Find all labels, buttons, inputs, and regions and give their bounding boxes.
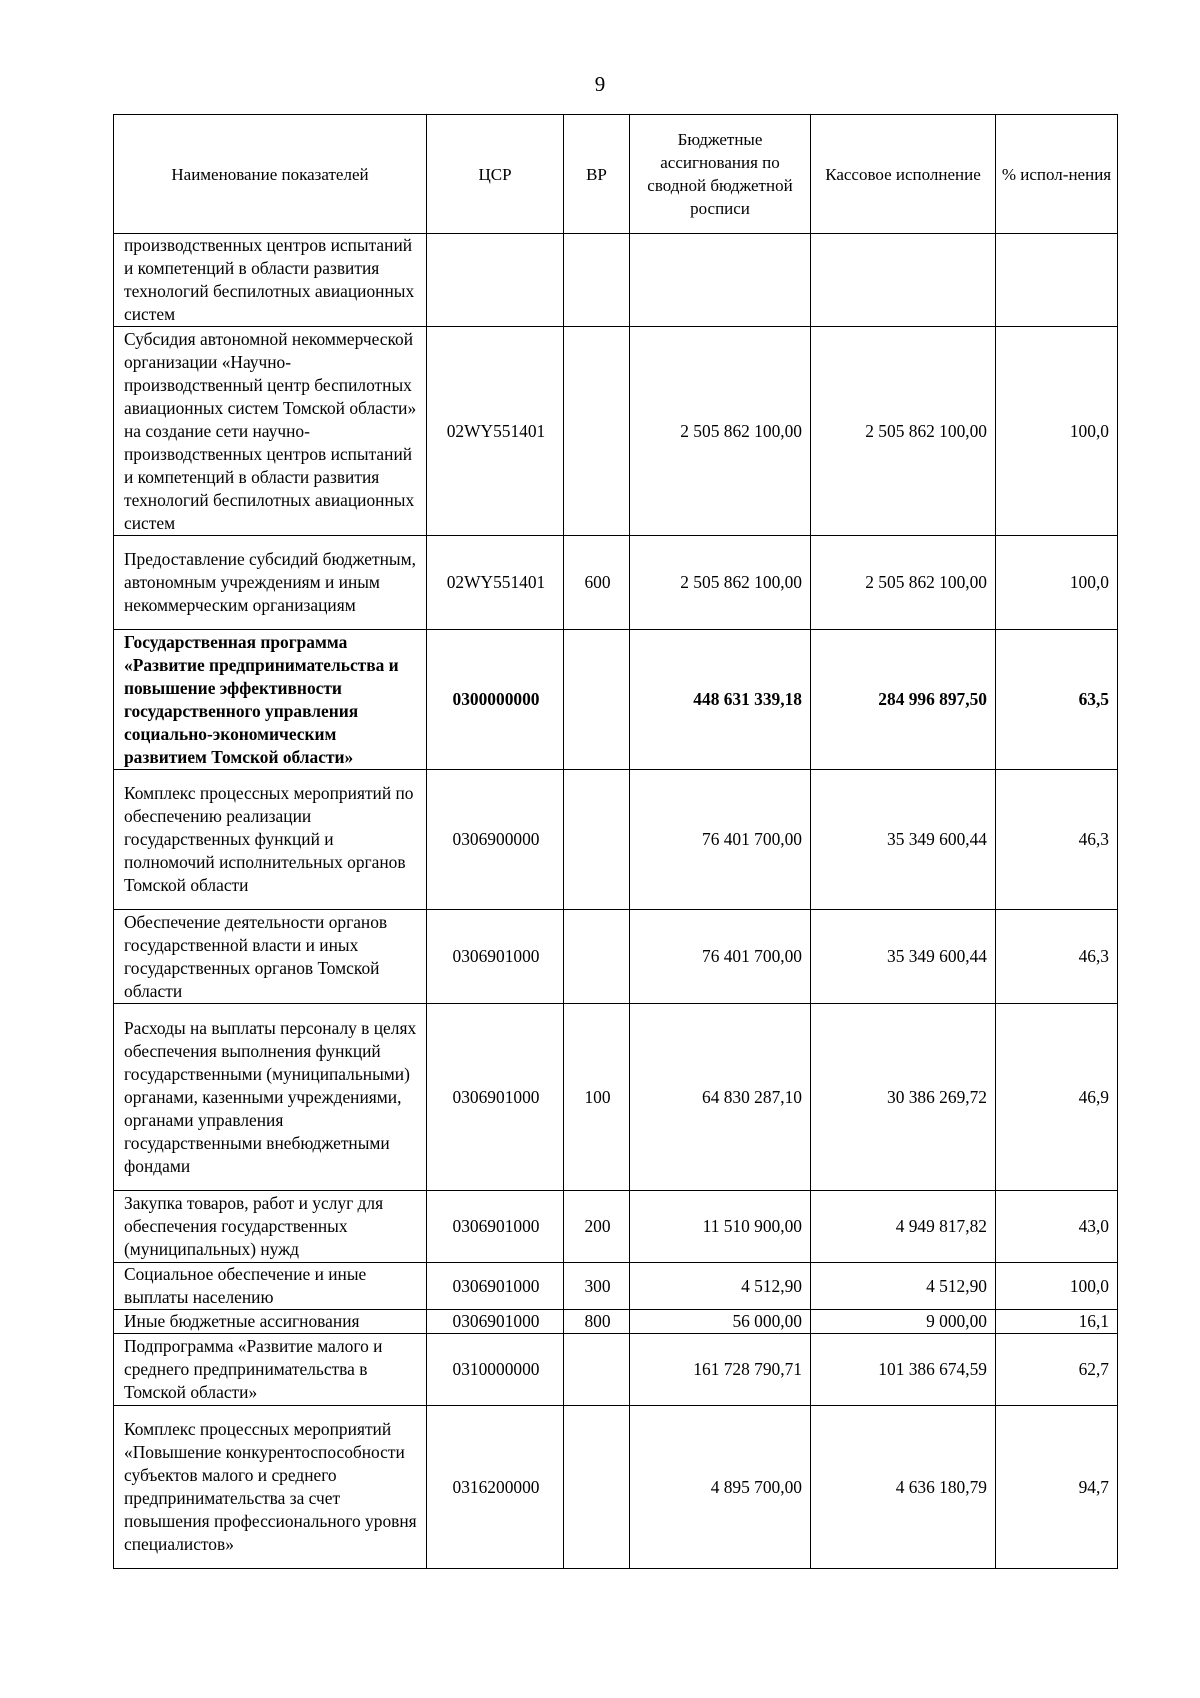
cell-pct (996, 234, 1118, 327)
cell-vr: 300 (564, 1263, 630, 1310)
cell-budget: 2 505 862 100,00 (630, 536, 811, 630)
cell-pct: 46,3 (996, 770, 1118, 910)
cell-pct: 46,9 (996, 1004, 1118, 1191)
cell-cash: 35 349 600,44 (811, 910, 996, 1004)
cell-name: Комплекс процессных мероприятий по обеспечению реализации государственных функций и полномочий исполнительных органов Томской области (114, 770, 427, 910)
cell-cash: 30 386 269,72 (811, 1004, 996, 1191)
cell-budget: 4 895 700,00 (630, 1406, 811, 1569)
cell-budget: 64 830 287,10 (630, 1004, 811, 1191)
cell-budget: 161 728 790,71 (630, 1334, 811, 1406)
cell-vr (564, 1406, 630, 1569)
cell-name: Закупка товаров, работ и услуг для обеспечения государственных (муниципальных) нужд (114, 1191, 427, 1263)
cell-cash (811, 234, 996, 327)
cell-cash: 35 349 600,44 (811, 770, 996, 910)
header-pct: % испол-нения (996, 115, 1118, 234)
table-row (114, 910, 1118, 1004)
cell-csr: 02WY551401 (427, 327, 564, 536)
cell-name: производственных центров испытаний и компетенций в области развития технологий беспилотных авиационных систем (114, 234, 427, 327)
header-name: Наименование показателей (114, 115, 427, 234)
cell-csr: 0306901000 (427, 1263, 564, 1310)
cell-name: Комплекс процессных мероприятий «Повышение конкурентоспособности субъектов малого и среднего предпринимательства за счет повышения профессионального уровня специалистов» (114, 1406, 427, 1569)
cell-cash: 2 505 862 100,00 (811, 536, 996, 630)
table-row (114, 1191, 1118, 1263)
cell-vr (564, 910, 630, 1004)
cell-pct: 63,5 (996, 630, 1118, 770)
table-row (114, 1263, 1118, 1310)
header-budget: Бюджетные ассигнования по сводной бюджетной росписи (630, 115, 811, 234)
cell-pct: 16,1 (996, 1310, 1118, 1334)
cell-name: Обеспечение деятельности органов государственной власти и иных государственных органов Томской области (114, 910, 427, 1004)
cell-budget: 11 510 900,00 (630, 1191, 811, 1263)
cell-budget: 76 401 700,00 (630, 770, 811, 910)
cell-csr: 0300000000 (427, 630, 564, 770)
cell-pct: 100,0 (996, 1263, 1118, 1310)
cell-pct: 94,7 (996, 1406, 1118, 1569)
cell-vr: 800 (564, 1310, 630, 1334)
cell-pct: 43,0 (996, 1191, 1118, 1263)
cell-budget: 448 631 339,18 (630, 630, 811, 770)
cell-name: Предоставление субсидий бюджетным, автономным учреждениям и иным некоммерческим организациям (114, 536, 427, 630)
table-row (114, 1334, 1118, 1406)
cell-pct: 62,7 (996, 1334, 1118, 1406)
cell-budget: 2 505 862 100,00 (630, 327, 811, 536)
cell-name: Иные бюджетные ассигнования (114, 1310, 427, 1334)
cell-csr: 0306901000 (427, 1004, 564, 1191)
table-row (114, 536, 1118, 630)
cell-budget: 56 000,00 (630, 1310, 811, 1334)
cell-cash: 4 512,90 (811, 1263, 996, 1310)
table-row (114, 770, 1118, 910)
cell-vr (564, 327, 630, 536)
table-row (114, 1004, 1118, 1191)
cell-cash: 4 636 180,79 (811, 1406, 996, 1569)
cell-csr: 0306901000 (427, 1191, 564, 1263)
cell-pct: 100,0 (996, 327, 1118, 536)
cell-name: Расходы на выплаты персоналу в целях обеспечения выполнения функций государственными (муниципальными) органами, казенными учреждениями, органами управления государственными внебюджетными фондами (114, 1004, 427, 1191)
table-row (114, 1310, 1118, 1334)
cell-vr (564, 770, 630, 910)
cell-csr: 0316200000 (427, 1406, 564, 1569)
cell-budget (630, 234, 811, 327)
cell-cash: 284 996 897,50 (811, 630, 996, 770)
cell-name: Подпрограмма «Развитие малого и среднего предпринимательства в Томской области» (114, 1334, 427, 1406)
table-header-row (114, 115, 1118, 234)
header-cash: Кассовое исполнение (811, 115, 996, 234)
cell-budget: 76 401 700,00 (630, 910, 811, 1004)
budget-table (113, 114, 1118, 1569)
cell-cash: 2 505 862 100,00 (811, 327, 996, 536)
cell-csr: 0306901000 (427, 1310, 564, 1334)
cell-vr (564, 1334, 630, 1406)
cell-name: Государственная программа «Развитие предпринимательства и повышение эффективности государственного управления социально-экономическим развитием Томской области» (114, 630, 427, 770)
cell-csr: 0306900000 (427, 770, 564, 910)
header-csr: ЦСР (427, 115, 564, 234)
cell-vr: 200 (564, 1191, 630, 1263)
page-number: 9 (594, 72, 606, 96)
cell-vr: 600 (564, 536, 630, 630)
cell-name: Социальное обеспечение и иные выплаты населению (114, 1263, 427, 1310)
cell-cash: 4 949 817,82 (811, 1191, 996, 1263)
cell-csr (427, 234, 564, 327)
cell-vr: 100 (564, 1004, 630, 1191)
cell-pct: 46,3 (996, 910, 1118, 1004)
cell-cash: 9 000,00 (811, 1310, 996, 1334)
cell-budget: 4 512,90 (630, 1263, 811, 1310)
table-row (114, 1406, 1118, 1569)
header-vr: ВР (564, 115, 630, 234)
cell-vr (564, 234, 630, 327)
cell-name: Субсидия автономной некоммерческой организации «Научно-производственный центр беспилотных авиационных систем Томской области» на создание сети научно-производственных центров испытаний и компетенций в области развития технологий беспилотных авиационных систем (114, 327, 427, 536)
table-row (114, 630, 1118, 770)
cell-csr: 0310000000 (427, 1334, 564, 1406)
cell-csr: 0306901000 (427, 910, 564, 1004)
table-row (114, 327, 1118, 536)
cell-csr: 02WY551401 (427, 536, 564, 630)
cell-pct: 100,0 (996, 536, 1118, 630)
table-row (114, 234, 1118, 327)
cell-cash: 101 386 674,59 (811, 1334, 996, 1406)
cell-vr (564, 630, 630, 770)
